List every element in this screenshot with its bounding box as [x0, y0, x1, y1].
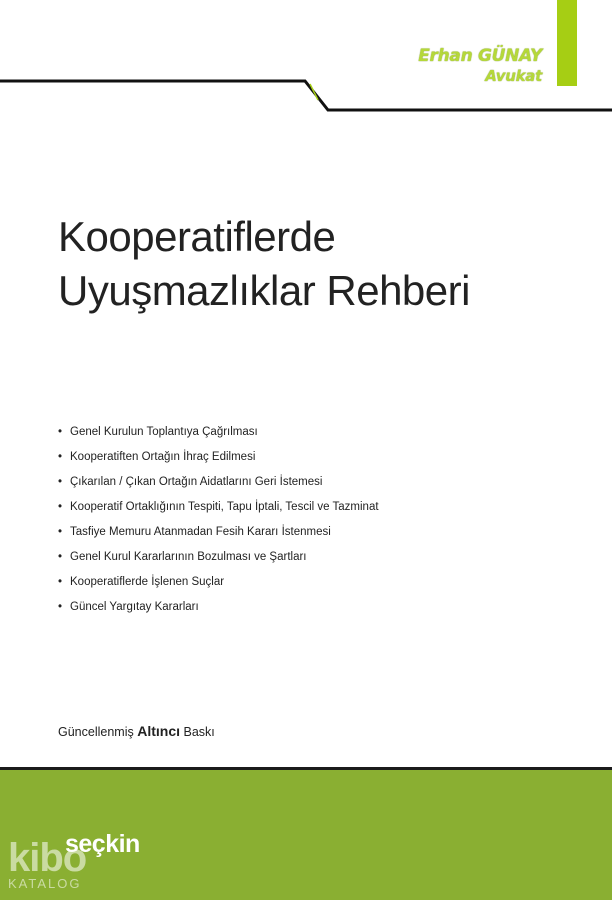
watermark-main: kibo: [8, 836, 87, 880]
topic-item: • Kooperatiften Ortağın İhraç Edilmesi: [58, 447, 379, 472]
topic-item: • Çıkarılan / Çıkan Ortağın Aidatlarını Geri İstemesi: [58, 472, 379, 497]
book-title-line-2: Uyuşmazlıklar Rehberi: [58, 267, 470, 315]
topic-item: • Güncel Yargıtay Kararları: [58, 597, 379, 622]
topic-item: • Tasfiye Memuru Atanmadan Fesih Kararı İstenmesi: [58, 522, 379, 547]
topic-list: [58, 422, 379, 622]
edition-suffix: Baskı: [183, 725, 215, 739]
watermark-sub: KATALOG: [8, 876, 82, 891]
topic-item: • Genel Kurul Kararlarının Bozulması ve Şartları: [58, 547, 379, 572]
edition-note: [58, 723, 215, 739]
book-title: [58, 210, 470, 318]
publisher-logo: seçkin: [65, 830, 140, 858]
topic-item: • Genel Kurulun Toplantıya Çağrılması: [58, 422, 379, 447]
edition-prefix: Güncellenmiş: [58, 725, 134, 739]
author-title: Avukat: [485, 67, 542, 85]
topic-item: • Kooperatif Ortaklığının Tespiti, Tapu İptali, Tescil ve Tazminat: [58, 497, 379, 522]
topic-item: • Kooperatiflerde İşlenen Suçlar: [58, 572, 379, 597]
edition-emphasis: Altıncı: [137, 723, 180, 739]
header-rule: [0, 70, 612, 115]
author-name: Erhan GÜNAY: [418, 46, 542, 66]
book-title-line-1: Kooperatiflerde: [58, 213, 336, 261]
